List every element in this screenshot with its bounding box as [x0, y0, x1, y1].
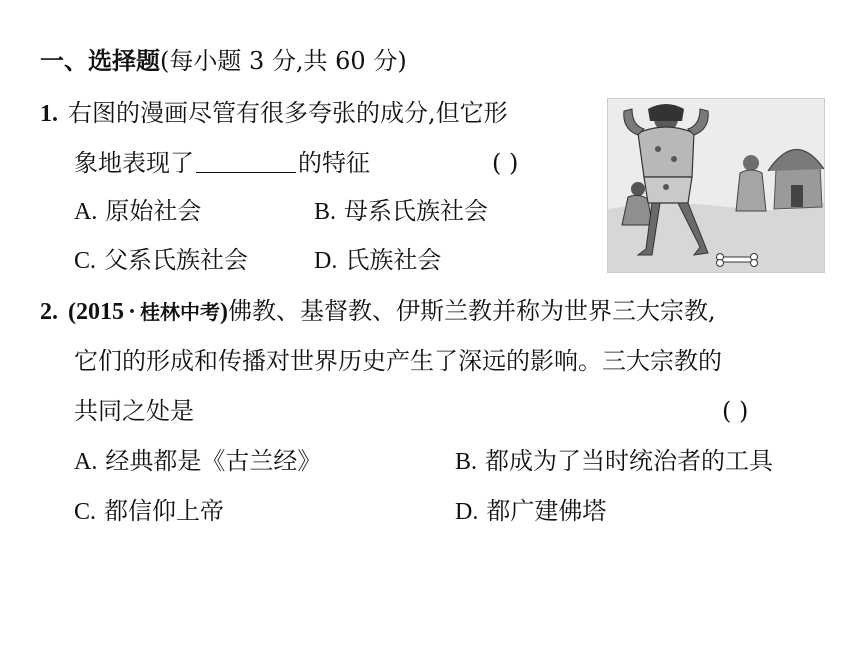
q1-option-c[interactable]	[74, 245, 248, 276]
q2-option-c[interactable]	[74, 496, 224, 527]
q1-option-c-text: 父系氏族社会	[104, 246, 249, 274]
q2-stem-line-2: 它们的形成和传播对世界历史产生了深远的影响。三大宗教的	[74, 347, 722, 375]
q1-option-b-text: 母系氏族社会	[344, 197, 489, 225]
q2-option-d[interactable]	[455, 496, 606, 527]
q1-stem-after-blank: 的特征	[298, 149, 370, 177]
q1-number: 1.	[40, 101, 58, 127]
q2-source-place: 桂林中考	[140, 300, 221, 324]
q1-option-b-letter: B.	[314, 199, 337, 225]
q2-source-separator: ·	[128, 299, 137, 325]
q2-option-d-text: 都广建佛塔	[486, 497, 607, 525]
section-note: (每小题 3 分,共 60 分)	[160, 47, 407, 75]
q2-option-a-text: 经典都是《古兰经》	[105, 447, 322, 475]
q2-option-a-letter: A.	[74, 449, 98, 475]
q2-source	[68, 299, 228, 325]
q2-option-a[interactable]	[74, 446, 321, 477]
q2-source-year: 2015	[76, 299, 124, 325]
q2-number: 2.	[40, 299, 58, 325]
q2-source-close: )	[220, 299, 229, 325]
q1-answer-blank[interactable]	[196, 150, 296, 173]
q1-option-d-text: 氏族社会	[345, 246, 442, 274]
q2-stem-line-3: 共同之处是	[74, 397, 194, 425]
q2-option-b-text: 都成为了当时统治者的工具	[485, 447, 774, 475]
q1-option-a-letter: A.	[74, 199, 98, 225]
q2-source-open: (	[68, 299, 76, 325]
q1-option-c-letter: C.	[74, 248, 97, 274]
q2-option-d-letter: D.	[455, 499, 479, 525]
section-title: 一、选择题	[40, 47, 160, 75]
q2-line-1	[40, 296, 716, 327]
q1-line-2	[74, 148, 370, 178]
q1-option-b[interactable]	[314, 196, 488, 227]
q2-option-b[interactable]	[455, 446, 773, 477]
q2-option-b-letter: B.	[455, 449, 478, 475]
q2-option-c-letter: C.	[74, 499, 97, 525]
q1-stem-line-1: 右图的漫画尽管有很多夸张的成分,但它形	[68, 99, 508, 127]
q2-option-c-text: 都信仰上帝	[104, 497, 225, 525]
q1-option-a-text: 原始社会	[105, 197, 202, 225]
section-heading	[40, 46, 407, 76]
q1-line-1	[40, 98, 508, 129]
q1-option-d-letter: D.	[314, 248, 338, 274]
q2-line-3	[74, 396, 194, 426]
q1-stem-before-blank: 象地表现了	[74, 149, 194, 177]
q2-answer-paren[interactable]: ( )	[722, 397, 749, 425]
cartoon-primitive-people-image	[607, 98, 825, 273]
q1-option-a[interactable]	[74, 196, 201, 227]
q1-option-d[interactable]	[314, 245, 441, 276]
q2-stem-line-1: 佛教、基督教、伊斯兰教并称为世界三大宗教,	[228, 297, 716, 325]
q1-answer-paren[interactable]: ( )	[492, 149, 519, 177]
q2-line-2	[74, 346, 722, 376]
